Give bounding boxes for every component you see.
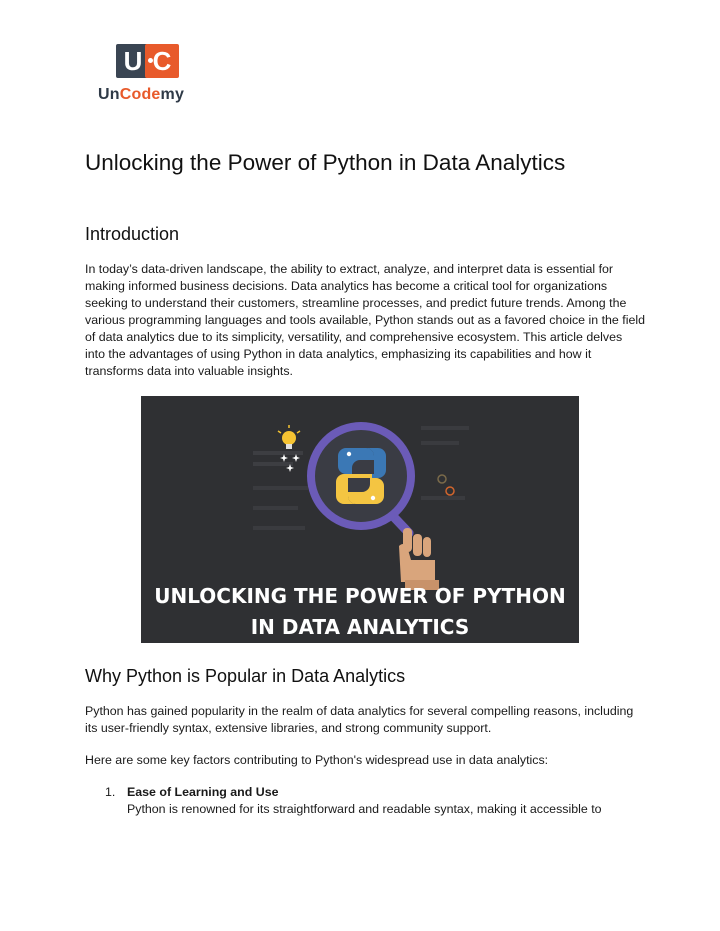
python-logo-icon	[336, 448, 386, 504]
magnifier-icon	[311, 426, 411, 533]
lightbulb-icon	[278, 425, 300, 449]
list-item-body: Python is renowned for its straightforward and readable syntax, making it accessible to	[127, 802, 602, 816]
uncodemy-logo	[98, 44, 198, 106]
intro-paragraph: In today’s data-driven landscape, the ability to extract, analyze, and interpret data is essential for making informed business decisions. Data analytics has become a critical tool for organizations seeking to understand their customers, streamline processes, and predict future trends. Among the various programming languages and tools available, Python stands out as a favored choice in the field of data analytics due to its simplicity, versatility, and comprehensive ecosystem. This article delves into the advantages of using Python in data analytics, emphasizing its capabilities and how it transforms data into valuable insights.	[85, 262, 645, 378]
list-item-number: 1.	[105, 785, 116, 799]
hand-icon	[399, 528, 439, 590]
why-paragraph-2: Here are some key factors contributing to Python's widespread use in data analytics:	[85, 753, 549, 767]
banner-title-line-2: IN DATA ANALYTICS	[250, 615, 470, 639]
logo-wordmark	[98, 86, 184, 104]
banner-title-line-1: UNLOCKING THE POWER OF PYTHON	[154, 584, 566, 608]
document-title: Unlocking the Power of Python in Data Analytics	[85, 150, 566, 175]
logo-word-un: Un	[98, 86, 120, 103]
article-banner-image	[141, 396, 579, 643]
logo-dot	[148, 58, 153, 63]
list-item-title: Ease of Learning and Use	[127, 785, 279, 799]
logo-letter-u: U	[116, 44, 150, 78]
logo-word-code: Code	[119, 86, 161, 103]
why-paragraph-1: Python has gained popularity in the realm of data analytics for several compelling reasons, including its user-friendly syntax, extensive libraries, and strong community support.	[85, 704, 634, 735]
why-heading: Why Python is Popular in Data Analytics	[85, 666, 406, 686]
logo-word-my: my	[160, 86, 185, 103]
logo-letter-c: C	[145, 44, 179, 78]
intro-heading: Introduction	[85, 224, 180, 244]
